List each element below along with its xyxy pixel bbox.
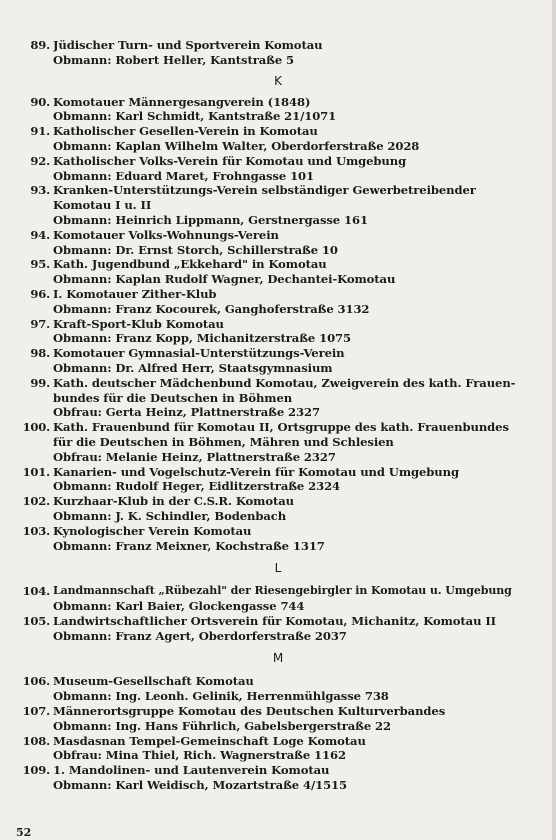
association-name: Kanarien- und Vogelschutz-Verein für Komotau und Umgebung bbox=[53, 464, 459, 479]
entry-text bbox=[53, 317, 515, 347]
entry-detail-line: Obmann: Ing. Leonh. Gelinik, Herrenmühlgasse 738 bbox=[53, 689, 389, 704]
entry-text bbox=[53, 674, 515, 704]
association-entry bbox=[0, 584, 556, 614]
entry-number: 93. bbox=[30, 183, 50, 198]
association-name: Männerortsgruppe Komotau des Deutschen Kulturverbandes bbox=[53, 704, 446, 719]
association-name: Kath. deutscher Mädchenbund Komotau, Zweigverein des kath. Frauen- bbox=[53, 375, 515, 390]
entry-detail-line: Obmann: Franz Meixner, Kochstraße 1317 bbox=[53, 538, 325, 553]
association-entry bbox=[0, 763, 556, 793]
section-letter: L bbox=[274, 561, 282, 576]
entry-number: 101. bbox=[22, 464, 50, 479]
section-letter: M bbox=[272, 651, 284, 666]
entry-number: 96. bbox=[30, 286, 50, 301]
entry-number: 105. bbox=[22, 613, 50, 628]
page-number: 52 bbox=[16, 826, 32, 839]
entry-number: 94. bbox=[30, 227, 50, 242]
entry-number: 95. bbox=[30, 257, 50, 272]
entry-detail-line: Obmann: Karl Baier, Glockengasse 744 bbox=[53, 599, 305, 614]
association-name: I. Komotauer Zither-Klub bbox=[53, 286, 217, 301]
entry-detail-line: Obmann: Dr. Ernst Storch, Schillerstraße 10 bbox=[53, 242, 338, 257]
association-name: Museum-Gesellschaft Komotau bbox=[53, 674, 254, 689]
entry-number: 104. bbox=[22, 584, 50, 599]
entry-text bbox=[53, 465, 515, 495]
association-name: Masdasnan Tempel-Gemeinschaft Loge Komotau bbox=[53, 733, 366, 748]
association-name: Kurzhaar-Klub in der C.S.R. Komotau bbox=[53, 494, 294, 509]
association-entry bbox=[0, 257, 556, 287]
entry-text bbox=[53, 287, 515, 317]
association-name: Landwirtschaftlicher Ortsverein für Komotau, Michanitz, Komotau II bbox=[53, 613, 496, 628]
entry-detail-line: für die Deutschen in Böhmen, Mähren und Schlesien bbox=[53, 434, 394, 449]
association-entry bbox=[0, 287, 556, 317]
entry-detail-line: Obfrau: Mina Thiel, Rich. Wagnerstraße 1162 bbox=[53, 748, 346, 763]
association-entry bbox=[0, 183, 556, 227]
entry-text bbox=[53, 420, 515, 464]
association-name: Komotauer Gymnasial-Unterstützungs-Verein bbox=[53, 346, 345, 361]
entry-detail-line: Obmann: Ing. Hans Führlich, Gabelsbergerstraße 22 bbox=[53, 718, 391, 733]
entry-detail-line: Obmann: Karl Schmidt, Kantstraße 21/1071 bbox=[53, 109, 337, 124]
entry-detail-line: Obmann: Franz Agert, Oberdorferstraße 2037 bbox=[53, 628, 347, 643]
entry-detail-line: Obmann: Franz Kocourek, Ganghoferstraße 3132 bbox=[53, 301, 370, 316]
entry-detail-line: Obmann: J. K. Schindler, Bodenbach bbox=[53, 508, 287, 523]
association-name: Landmannschaft „Rübezahl" der Riesengebirgler in Komotau u. Umgebung bbox=[53, 584, 512, 598]
entry-detail-line: Obmann: Eduard Maret, Frohngasse 101 bbox=[53, 168, 314, 183]
entry-text bbox=[53, 614, 515, 644]
entry-text bbox=[53, 257, 515, 287]
association-entry bbox=[0, 346, 556, 376]
entry-text bbox=[53, 124, 515, 154]
association-name: Kranken-Unterstützungs-Verein selbständiger Gewerbetreibender bbox=[53, 183, 476, 198]
association-entry bbox=[0, 154, 556, 184]
association-name: Komotauer Volks-Wohnungs-Verein bbox=[53, 227, 279, 242]
entry-detail-line: bundes für die Deutschen in Böhmen bbox=[53, 390, 293, 405]
entry-text bbox=[53, 154, 515, 184]
entry-text bbox=[53, 734, 515, 764]
association-entry bbox=[0, 420, 556, 464]
association-name: Kath. Frauenbund für Komotau II, Ortsgruppe des kath. Frauenbundes bbox=[53, 420, 509, 435]
association-name: Katholischer Gesellen-Verein in Komotau bbox=[53, 124, 318, 139]
association-name: 1. Mandolinen- und Lautenverein Komotau bbox=[53, 763, 330, 778]
entry-number: 100. bbox=[22, 420, 50, 435]
entry-text bbox=[53, 228, 515, 258]
association-entry bbox=[0, 674, 556, 704]
entry-detail-line: Obmann: Robert Heller, Kantstraße 5 bbox=[53, 52, 295, 67]
association-entry bbox=[0, 376, 556, 420]
association-name: Komotauer Männergesangverein (1848) bbox=[53, 94, 311, 109]
entry-number: 103. bbox=[22, 523, 50, 538]
entry-text bbox=[53, 346, 515, 376]
association-entry bbox=[0, 734, 556, 764]
association-entry bbox=[0, 317, 556, 347]
entry-detail-line: Obmann: Karl Weidisch, Mozartstraße 4/1515 bbox=[53, 778, 347, 793]
entry-number: 91. bbox=[30, 124, 50, 139]
association-entry bbox=[0, 494, 556, 524]
entry-detail-line: Obmann: Heinrich Lippmann, Gerstnergasse 161 bbox=[53, 212, 368, 227]
entry-number: 98. bbox=[30, 346, 50, 361]
association-entry bbox=[0, 524, 556, 554]
association-entry bbox=[0, 465, 556, 495]
entry-detail-line: Obmann: Dr. Alfred Herr, Staatsgymnasium bbox=[53, 360, 333, 375]
entry-text bbox=[53, 763, 515, 793]
association-entry bbox=[0, 95, 556, 125]
association-entry bbox=[0, 228, 556, 258]
section-letter: K bbox=[274, 73, 282, 88]
entry-detail-line: Obmann: Kaplan Rudolf Wagner, Dechantei-Komotau bbox=[53, 272, 396, 287]
entry-number: 92. bbox=[30, 153, 50, 168]
association-name: Jüdischer Turn- und Sportverein Komotau bbox=[53, 38, 323, 52]
association-entry bbox=[0, 614, 556, 644]
entry-text bbox=[53, 704, 515, 734]
association-entry bbox=[0, 38, 556, 68]
entry-number: 109. bbox=[22, 763, 50, 778]
entry-detail-line: Obfrau: Gerta Heinz, Plattnerstraße 2327 bbox=[53, 405, 320, 420]
entry-text bbox=[53, 95, 515, 125]
entry-text bbox=[53, 494, 515, 524]
association-entry bbox=[0, 124, 556, 154]
entry-number: 89. bbox=[30, 38, 50, 52]
entry-text bbox=[53, 376, 515, 420]
entry-detail-line: Obfrau: Melanie Heinz, Plattnerstraße 2327 bbox=[53, 449, 336, 464]
entry-detail-line: Obmann: Kaplan Wilhelm Walter, Oberdorferstraße 2028 bbox=[53, 138, 420, 153]
entry-detail-line: Komotau I u. II bbox=[53, 198, 152, 213]
entry-text bbox=[53, 38, 515, 68]
association-name: Kynologischer Verein Komotau bbox=[53, 523, 252, 538]
entry-number: 102. bbox=[22, 494, 50, 509]
entry-text bbox=[53, 183, 515, 227]
entry-number: 90. bbox=[30, 94, 50, 109]
association-entry bbox=[0, 704, 556, 734]
entry-text bbox=[53, 584, 515, 614]
page-edge bbox=[552, 0, 556, 840]
entry-number: 107. bbox=[22, 704, 50, 719]
association-name: Kath. Jugendbund „Ekkehard" in Komotau bbox=[53, 257, 327, 272]
association-name: Katholischer Volks-Verein für Komotau und Umgebung bbox=[53, 153, 407, 168]
entry-number: 97. bbox=[30, 316, 50, 331]
entry-detail-line: Obmann: Rudolf Heger, Eidlitzerstraße 2324 bbox=[53, 479, 341, 494]
entry-number: 108. bbox=[22, 733, 50, 748]
association-name: Kraft-Sport-Klub Komotau bbox=[53, 316, 224, 331]
entry-text bbox=[53, 524, 515, 554]
entry-number: 99. bbox=[30, 375, 50, 390]
association-list bbox=[0, 38, 556, 793]
entry-number: 106. bbox=[22, 674, 50, 689]
entry-detail-line: Obmann: Franz Kopp, Michanitzerstraße 1075 bbox=[53, 331, 351, 346]
